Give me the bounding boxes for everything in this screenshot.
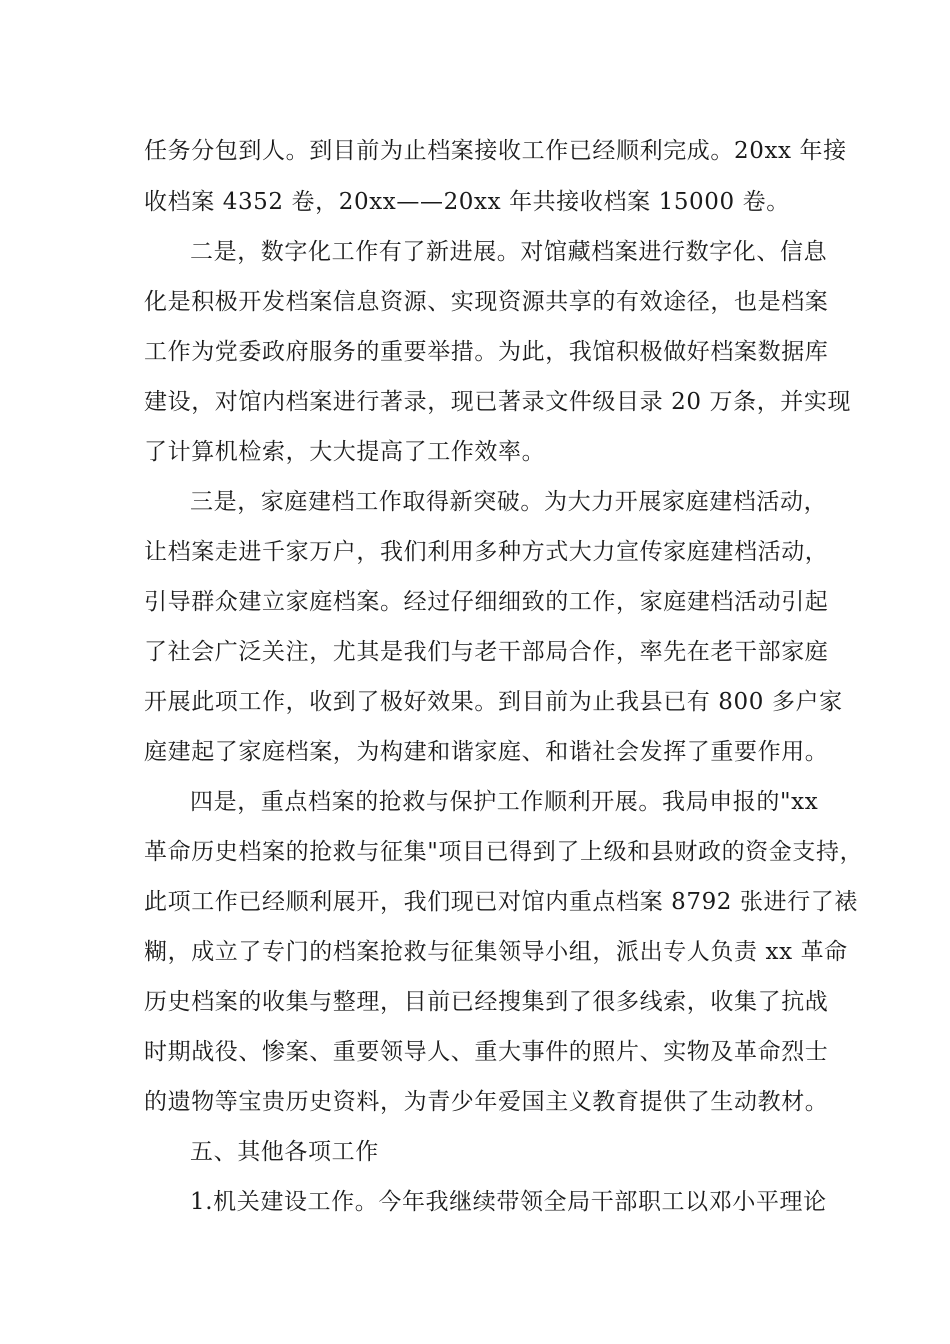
paragraph-start-line: 1.机关建设工作。今年我继续带领全局干部职工以邓小平理论 xyxy=(190,1189,827,1215)
text-line: 建设，对馆内档案进行著录，现已著录文件级目录 20 万条，并实现 xyxy=(144,389,852,415)
text-line: 历史档案的收集与整理，目前已经搜集到了很多线索，收集了抗战 xyxy=(144,989,829,1015)
text-line: 庭建起了家庭档案，为构建和谐家庭、和谐社会发挥了重要作用。 xyxy=(144,739,829,765)
text-line: 此项工作已经顺利展开，我们现已对馆内重点档案 8792 张进行了裱 xyxy=(144,889,858,915)
text-line: 的遗物等宝贵历史资料，为青少年爱国主义教育提供了生动教材。 xyxy=(144,1089,829,1115)
text-line: 引导群众建立家庭档案。经过仔细细致的工作，家庭建档活动引起 xyxy=(144,589,829,615)
text-line: 化是积极开发档案信息资源、实现资源共享的有效途径，也是档案 xyxy=(144,289,829,315)
text-line: 任务分包到人。到目前为止档案接收工作已经顺利完成。20xx 年接 xyxy=(144,138,847,164)
text-line: 革命历史档案的抢救与征集"项目已得到了上级和县财政的资金支持， xyxy=(144,839,864,865)
text-line: 了社会广泛关注，尤其是我们与老干部局合作，率先在老干部家庭 xyxy=(144,639,829,665)
text-line: 糊，成立了专门的档案抢救与征集领导小组，派出专人负责 xx 革命 xyxy=(144,939,848,965)
text-line: 工作为党委政府服务的重要举措。为此，我馆积极做好档案数据库 xyxy=(144,339,829,365)
text-line: 收档案 4352 卷，20xx——20xx 年共接收档案 15000 卷。 xyxy=(144,189,790,215)
text-line: 了计算机检索，大大提高了工作效率。 xyxy=(144,439,546,465)
text-line: 时期战役、惨案、重要领导人、重大事件的照片、实物及革命烈士 xyxy=(144,1039,829,1065)
section-heading: 五、其他各项工作 xyxy=(190,1139,379,1165)
text-line: 开展此项工作，收到了极好效果。到目前为止我县已有 800 多户家 xyxy=(144,689,843,715)
paragraph-start-line: 四是，重点档案的抢救与保护工作顺利开展。我局申报的"xx xyxy=(190,789,819,815)
paragraph-start-line: 三是，家庭建档工作取得新突破。为大力开展家庭建档活动， xyxy=(190,489,828,515)
paragraph-start-line: 二是，数字化工作有了新进展。对馆藏档案进行数字化、信息 xyxy=(190,239,828,265)
text-line: 让档案走进千家万户，我们利用多种方式大力宣传家庭建档活动， xyxy=(144,539,829,565)
